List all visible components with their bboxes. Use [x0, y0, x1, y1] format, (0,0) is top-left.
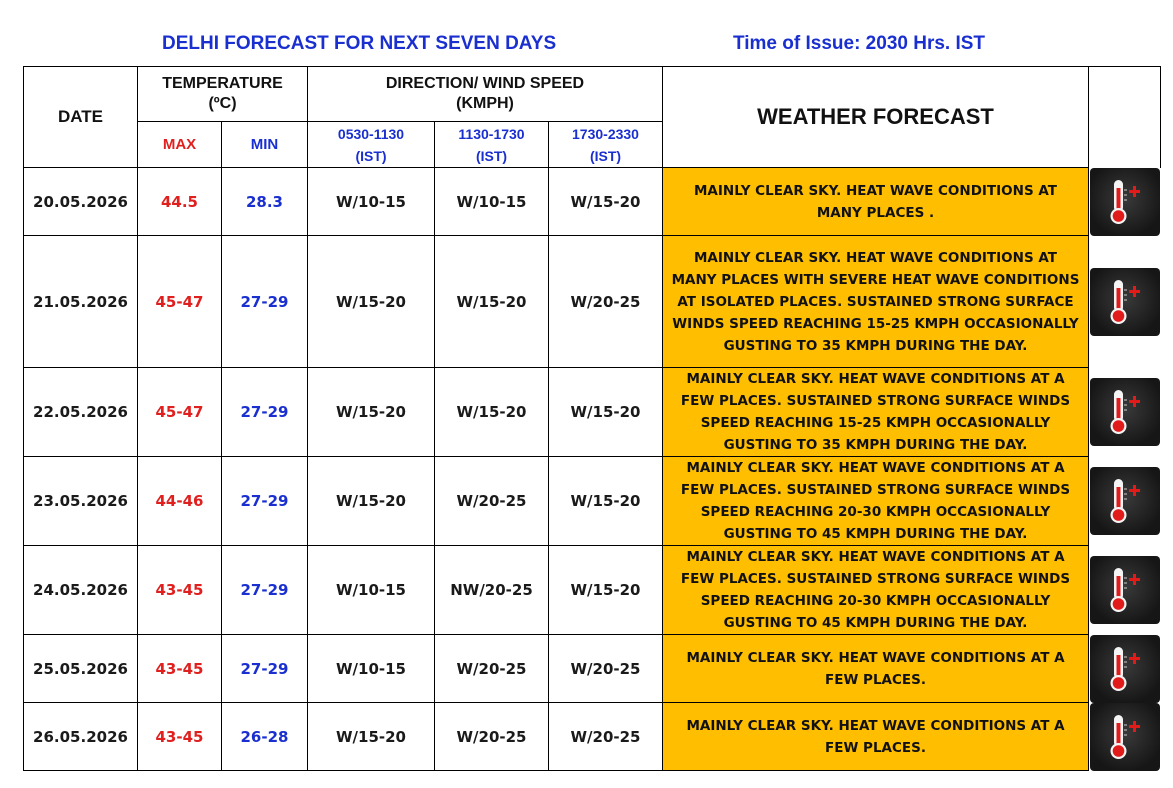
date-cell: 25.05.2026	[24, 635, 138, 703]
forecast-text-cell: MAINLY CLEAR SKY. HEAT WAVE CONDITIONS AT MANY PLACES .	[663, 168, 1089, 236]
slot1-zone: (IST)	[355, 147, 387, 164]
min-temp-cell: 27-29	[222, 457, 308, 546]
slot3-zone: (IST)	[589, 147, 622, 164]
min-temp-cell: 27-29	[222, 546, 308, 635]
forecast-icon-cell	[1089, 635, 1161, 703]
thermometer-icon-svg	[1105, 475, 1145, 527]
forecast-icon-cell	[1089, 368, 1161, 457]
max-temp-cell: 43-45	[138, 635, 222, 703]
thermometer-hot-icon	[1090, 378, 1160, 446]
table-row	[24, 457, 1161, 546]
thermometer-icon-svg	[1105, 276, 1145, 328]
thermometer-icon-svg	[1105, 176, 1145, 228]
thermometer-icon-svg	[1105, 386, 1145, 438]
thermometer-hot-icon	[1090, 268, 1160, 336]
forecast-icon-cell	[1089, 236, 1161, 368]
wind-slot2-cell: W/15-20	[435, 368, 549, 457]
slot2-zone: (IST)	[475, 147, 508, 164]
min-temp-cell: 27-29	[222, 635, 308, 703]
forecast-table	[23, 66, 1161, 771]
wind-unit: (KMPH)	[456, 95, 514, 112]
forecast-text-cell: MAINLY CLEAR SKY. HEAT WAVE CONDITIONS AT A FEW PLACES. SUSTAINED STRONG SURFACE WINDS SPEED REACHING 20-30 KMPH OCCASIONALLY GUSTING TO 45 KMPH DURING THE DAY.	[663, 546, 1089, 635]
max-temp-cell: 45-47	[138, 368, 222, 457]
forecast-text-cell: MAINLY CLEAR SKY. HEAT WAVE CONDITIONS AT A FEW PLACES.	[663, 703, 1089, 771]
wind-slot3-cell: W/15-20	[549, 168, 663, 236]
forecast-text-cell: MAINLY CLEAR SKY. HEAT WAVE CONDITIONS AT MANY PLACES WITH SEVERE HEAT WAVE CONDITIONS AT ISOLATED PLACES. SUSTAINED STRONG SURFACE WINDS SPEED REACHING 15-25 KMPH OCCASIONALLY GUSTING TO 35 KMPH DURING THE DAY.	[663, 236, 1089, 368]
wind-slot3-cell: W/15-20	[549, 368, 663, 457]
wind-slot2-cell: W/20-25	[435, 457, 549, 546]
issue-time: Time of Issue: 2030 Hrs. IST	[733, 33, 986, 54]
table-row	[24, 635, 1161, 703]
forecast-text-cell: MAINLY CLEAR SKY. HEAT WAVE CONDITIONS AT A FEW PLACES.	[663, 635, 1089, 703]
icon-wrap	[1090, 703, 1160, 771]
slot3-time: 1730-2330	[572, 125, 639, 142]
temperature-label: TEMPERATURE	[162, 75, 283, 92]
wind-slot2-cell: W/15-20	[435, 236, 549, 368]
thermometer-hot-icon	[1090, 635, 1160, 703]
forecast-icon-cell	[1089, 457, 1161, 546]
icon-wrap	[1090, 556, 1160, 624]
max-temp-cell: 43-45	[138, 703, 222, 771]
header-spacer	[1089, 67, 1161, 168]
forecast-icon-cell	[1089, 546, 1161, 635]
wind-slot1-cell: W/10-15	[308, 546, 435, 635]
forecast-icon-cell	[1089, 703, 1161, 771]
max-temp-cell: 45-47	[138, 236, 222, 368]
table-row	[24, 546, 1161, 635]
min-temp-cell: 27-29	[222, 368, 308, 457]
thermometer-hot-icon	[1090, 467, 1160, 535]
wind-slot1-cell: W/15-20	[308, 703, 435, 771]
col-header-wind	[308, 67, 663, 122]
thermometer-icon-svg	[1105, 564, 1145, 616]
col-header-slot2	[435, 122, 549, 168]
col-header-slot1	[308, 122, 435, 168]
wind-slot2-cell: W/20-25	[435, 703, 549, 771]
wind-slot1-cell: W/10-15	[308, 168, 435, 236]
wind-slot1-cell: W/10-15	[308, 635, 435, 703]
thermometer-icon-svg	[1105, 643, 1145, 695]
forecast-icon-cell	[1089, 168, 1161, 236]
icon-wrap	[1090, 467, 1160, 535]
thermometer-hot-icon	[1090, 703, 1160, 771]
forecast-text-cell: MAINLY CLEAR SKY. HEAT WAVE CONDITIONS AT A FEW PLACES. SUSTAINED STRONG SURFACE WINDS SPEED REACHING 15-25 KMPH OCCASIONALLY GUSTING TO 35 KMPH DURING THE DAY.	[663, 368, 1089, 457]
temperature-unit: (ºC)	[208, 95, 237, 112]
table-row	[24, 368, 1161, 457]
forecast-text-cell: MAINLY CLEAR SKY. HEAT WAVE CONDITIONS AT A FEW PLACES. SUSTAINED STRONG SURFACE WINDS SPEED REACHING 20-30 KMPH OCCASIONALLY GUSTING TO 45 KMPH DURING THE DAY.	[663, 457, 1089, 546]
wind-slot3-cell: W/15-20	[549, 457, 663, 546]
icon-wrap	[1090, 268, 1160, 336]
col-header-min: MIN	[222, 122, 308, 168]
table-row	[24, 703, 1161, 771]
icon-wrap	[1090, 635, 1160, 703]
wind-slot1-cell: W/15-20	[308, 236, 435, 368]
wind-slot1-cell: W/15-20	[308, 368, 435, 457]
col-header-max: MAX	[138, 122, 222, 168]
forecast-title: DELHI FORECAST FOR NEXT SEVEN DAYS	[162, 33, 557, 54]
icon-wrap	[1090, 168, 1160, 236]
thermometer-hot-icon	[1090, 168, 1160, 236]
col-header-slot3	[549, 122, 663, 168]
date-cell: 21.05.2026	[24, 236, 138, 368]
max-temp-cell: 43-45	[138, 546, 222, 635]
min-temp-cell: 27-29	[222, 236, 308, 368]
col-header-weather: WEATHER FORECAST	[663, 67, 1089, 168]
date-cell: 22.05.2026	[24, 368, 138, 457]
wind-slot3-cell: W/15-20	[549, 546, 663, 635]
min-temp-cell: 28.3	[222, 168, 308, 236]
wind-slot3-cell: W/20-25	[549, 635, 663, 703]
wind-slot3-cell: W/20-25	[549, 703, 663, 771]
thermometer-hot-icon	[1090, 556, 1160, 624]
thermometer-icon-svg	[1105, 711, 1145, 763]
date-cell: 26.05.2026	[24, 703, 138, 771]
slot1-time: 0530-1130	[337, 125, 405, 142]
wind-slot2-cell: W/10-15	[435, 168, 549, 236]
table-row	[24, 168, 1161, 236]
col-header-date: DATE	[24, 67, 138, 168]
icon-wrap	[1090, 378, 1160, 446]
min-temp-cell: 26-28	[222, 703, 308, 771]
wind-label: DIRECTION/ WIND SPEED	[385, 75, 585, 92]
wind-slot2-cell: W/20-25	[435, 635, 549, 703]
date-cell: 23.05.2026	[24, 457, 138, 546]
wind-slot1-cell: W/15-20	[308, 457, 435, 546]
wind-slot3-cell: W/20-25	[549, 236, 663, 368]
wind-slot2-cell: NW/20-25	[435, 546, 549, 635]
max-temp-cell: 44.5	[138, 168, 222, 236]
max-temp-cell: 44-46	[138, 457, 222, 546]
table-row	[24, 236, 1161, 368]
date-cell: 20.05.2026	[24, 168, 138, 236]
slot2-time: 1130-1730	[458, 125, 525, 142]
col-header-temperature	[138, 67, 308, 122]
date-cell: 24.05.2026	[24, 546, 138, 635]
